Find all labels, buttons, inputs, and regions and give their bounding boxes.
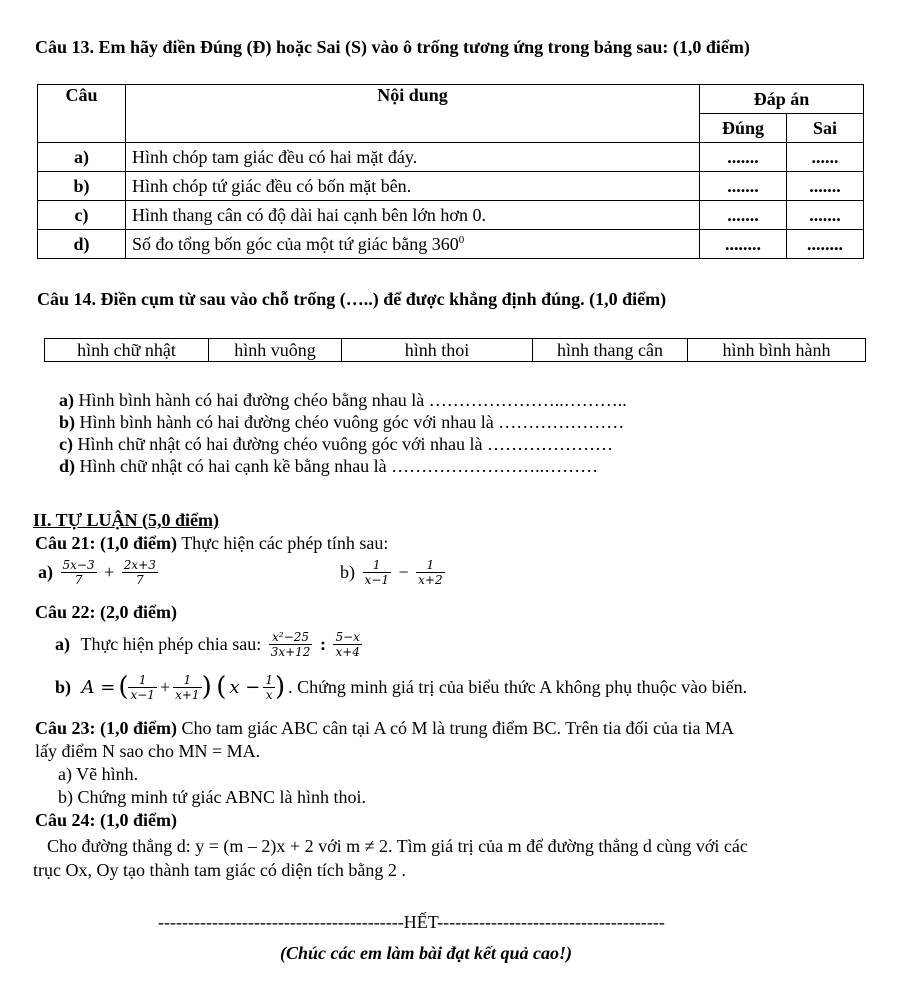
fill-blank-a[interactable]: …………………..……….. xyxy=(428,390,627,410)
item-label: d) xyxy=(59,456,76,476)
q23-text2: lấy điểm N sao cho MN = MA. xyxy=(35,741,261,761)
answer-dung-c[interactable]: ....... xyxy=(700,201,787,230)
q21-title: Câu 21: (1,0 điểm) xyxy=(35,533,177,553)
answer-dung-a[interactable]: ....... xyxy=(700,143,787,172)
fraction: $\frac{1}{x-1}$ xyxy=(364,558,389,587)
q21-b-label: b) xyxy=(340,562,355,582)
header-cau: Câu xyxy=(38,85,126,143)
fraction: $\frac{1}{x}$ xyxy=(265,672,273,702)
word-bank-item: hình chữ nhật xyxy=(45,339,209,362)
fraction: $\frac{1}{x+2}$ xyxy=(418,558,443,587)
fraction: $\frac{2x+3}{7}$ xyxy=(123,558,156,587)
q21-text: Thực hiện các phép tính sau: xyxy=(181,533,389,553)
operator: + xyxy=(104,562,115,582)
answer-sai-a[interactable]: ...... xyxy=(787,143,864,172)
fill-blank-c[interactable]: ………………… xyxy=(486,434,613,454)
q23-b: b) Chứng minh tứ giác ABNC là hình thoi. xyxy=(58,787,367,807)
word-bank-item: hình vuông xyxy=(209,339,342,362)
header-dapan: Đáp án xyxy=(700,85,864,114)
answer-sai-b[interactable]: ....... xyxy=(787,172,864,201)
answer-sai-c[interactable]: ....... xyxy=(787,201,864,230)
q21-a-label: a) xyxy=(38,562,53,582)
word-bank-item: hình thang cân xyxy=(533,339,688,362)
q21-b xyxy=(337,558,445,587)
row-label: b) xyxy=(38,172,126,201)
footer-wish: (Chúc các em làm bài đạt kết quả cao!) xyxy=(280,943,572,963)
table-row xyxy=(38,230,864,259)
row-content-text: Số đo tổng bốn góc của một tứ giác bằng 360 xyxy=(132,233,459,254)
fill-blank-d[interactable]: ……………………..……… xyxy=(391,456,599,476)
row-label: d) xyxy=(38,230,126,259)
fraction: $\frac{5-x}{x+4}$ xyxy=(335,630,360,659)
q23-text1: Cho tam giác ABC cân tại A có M là trung điểm BC. Trên tia đối của tia MA xyxy=(181,718,734,738)
row-label: a) xyxy=(38,143,126,172)
row-content: Hình chóp tam giác đều có hai mặt đáy. xyxy=(126,143,700,172)
q22-title: Câu 22: (2,0 điểm) xyxy=(35,602,177,622)
table-row xyxy=(38,201,864,230)
operator: : xyxy=(319,634,326,654)
expr-x: x − xyxy=(229,676,261,698)
item-text: Hình chữ nhật có hai đường chéo vuông góc với nhau là xyxy=(77,434,487,454)
answer-dung-d[interactable]: ........ xyxy=(700,230,787,259)
q23-title: Câu 23: (1,0 điểm) xyxy=(35,718,177,738)
fraction: $\frac{\text{x²−25}}{3x+12}$ xyxy=(270,630,311,659)
section-title: II. TỰ LUẬN (5,0 điểm) xyxy=(33,510,220,530)
fill-blank-b[interactable]: ………………… xyxy=(498,412,625,432)
q13-title: Câu 13. Em hãy điền Đúng (Đ) hoặc Sai (S) vào ô trống tương ứng trong bảng sau: (1,0 điểm) xyxy=(35,37,750,57)
header-dung: Đúng xyxy=(700,114,787,143)
row-label: c) xyxy=(38,201,126,230)
list-item xyxy=(59,456,598,477)
degree-sup: 0 xyxy=(458,233,465,246)
q22-b-text: . Chứng minh giá trị của biểu thức A không phụ thuộc vào biến. xyxy=(288,676,748,697)
list-item xyxy=(59,434,613,455)
table-row xyxy=(38,143,864,172)
item-text: Hình bình hành có hai đường chéo bằng nhau là xyxy=(78,390,429,410)
row-content: Hình thang cân có độ dài hai cạnh bên lớn hơn 0. xyxy=(126,201,700,230)
q23-a: a) Vẽ hình. xyxy=(58,764,139,784)
q22-a-label: a) xyxy=(55,634,70,654)
header-noidung: Nội dung xyxy=(126,85,700,143)
q22-a-text: Thực hiện phép chia sau: xyxy=(80,634,262,654)
header-sai: Sai xyxy=(787,114,864,143)
q22-a xyxy=(52,630,362,659)
operator: + xyxy=(159,676,171,697)
fraction: $\frac{1}{x+1}$ xyxy=(175,672,200,702)
item-label: a) xyxy=(59,390,74,410)
q23-line1 xyxy=(35,718,734,739)
fraction: $\frac{5x-3}{7}$ xyxy=(62,558,95,587)
q22-b: b) A = ( $\frac{1}{x-1}$ + $\frac{1}{x+1}$ ) ( x − $\frac{1}{x}$ ) . Chứng minh giá trị của biểu thức A không phụ thuộc vào biến. xyxy=(52,672,750,702)
item-label: b) xyxy=(59,412,76,432)
word-bank-item: hình bình hành xyxy=(688,339,866,362)
table-row xyxy=(38,172,864,201)
q22-b-label: b) xyxy=(55,676,72,697)
answer-dung-b[interactable]: ....... xyxy=(700,172,787,201)
end-marker: -----------------------------------------HẾT-------------------------------------- xyxy=(158,912,665,932)
item-label: c) xyxy=(59,434,73,454)
q14-title: Câu 14. Điền cụm từ sau vào chỗ trống (…..) để được khẳng định đúng. (1,0 điểm) xyxy=(37,289,667,309)
q13-table xyxy=(37,84,864,259)
q24-title: Câu 24: (1,0 điểm) xyxy=(35,810,177,830)
answer-sai-d[interactable]: ........ xyxy=(787,230,864,259)
item-text: Hình bình hành có hai đường chéo vuông góc với nhau là xyxy=(79,412,499,432)
list-item xyxy=(59,412,624,433)
list-item xyxy=(59,390,627,411)
fraction: $\frac{1}{x-1}$ xyxy=(130,672,155,702)
operator: − xyxy=(398,562,409,582)
row-content: Hình chóp tứ giác đều có bốn mặt bên. xyxy=(126,172,700,201)
q21-a xyxy=(35,558,158,587)
q14-word-bank xyxy=(44,338,866,362)
q21-heading xyxy=(35,533,388,554)
item-text: Hình chữ nhật có hai cạnh kề bằng nhau là xyxy=(79,456,392,476)
q24-text1: Cho đường thẳng d: y = (m – 2)x + 2 với m ≠ 2. Tìm giá trị của m để đường thẳng d cùng với các xyxy=(47,836,748,856)
q24-text2: trục Ox, Oy tạo thành tam giác có diện tích bằng 2 . xyxy=(33,860,406,880)
word-bank-item: hình thoi xyxy=(342,339,533,362)
row-content xyxy=(126,230,700,259)
expr-a: A = xyxy=(81,676,116,698)
